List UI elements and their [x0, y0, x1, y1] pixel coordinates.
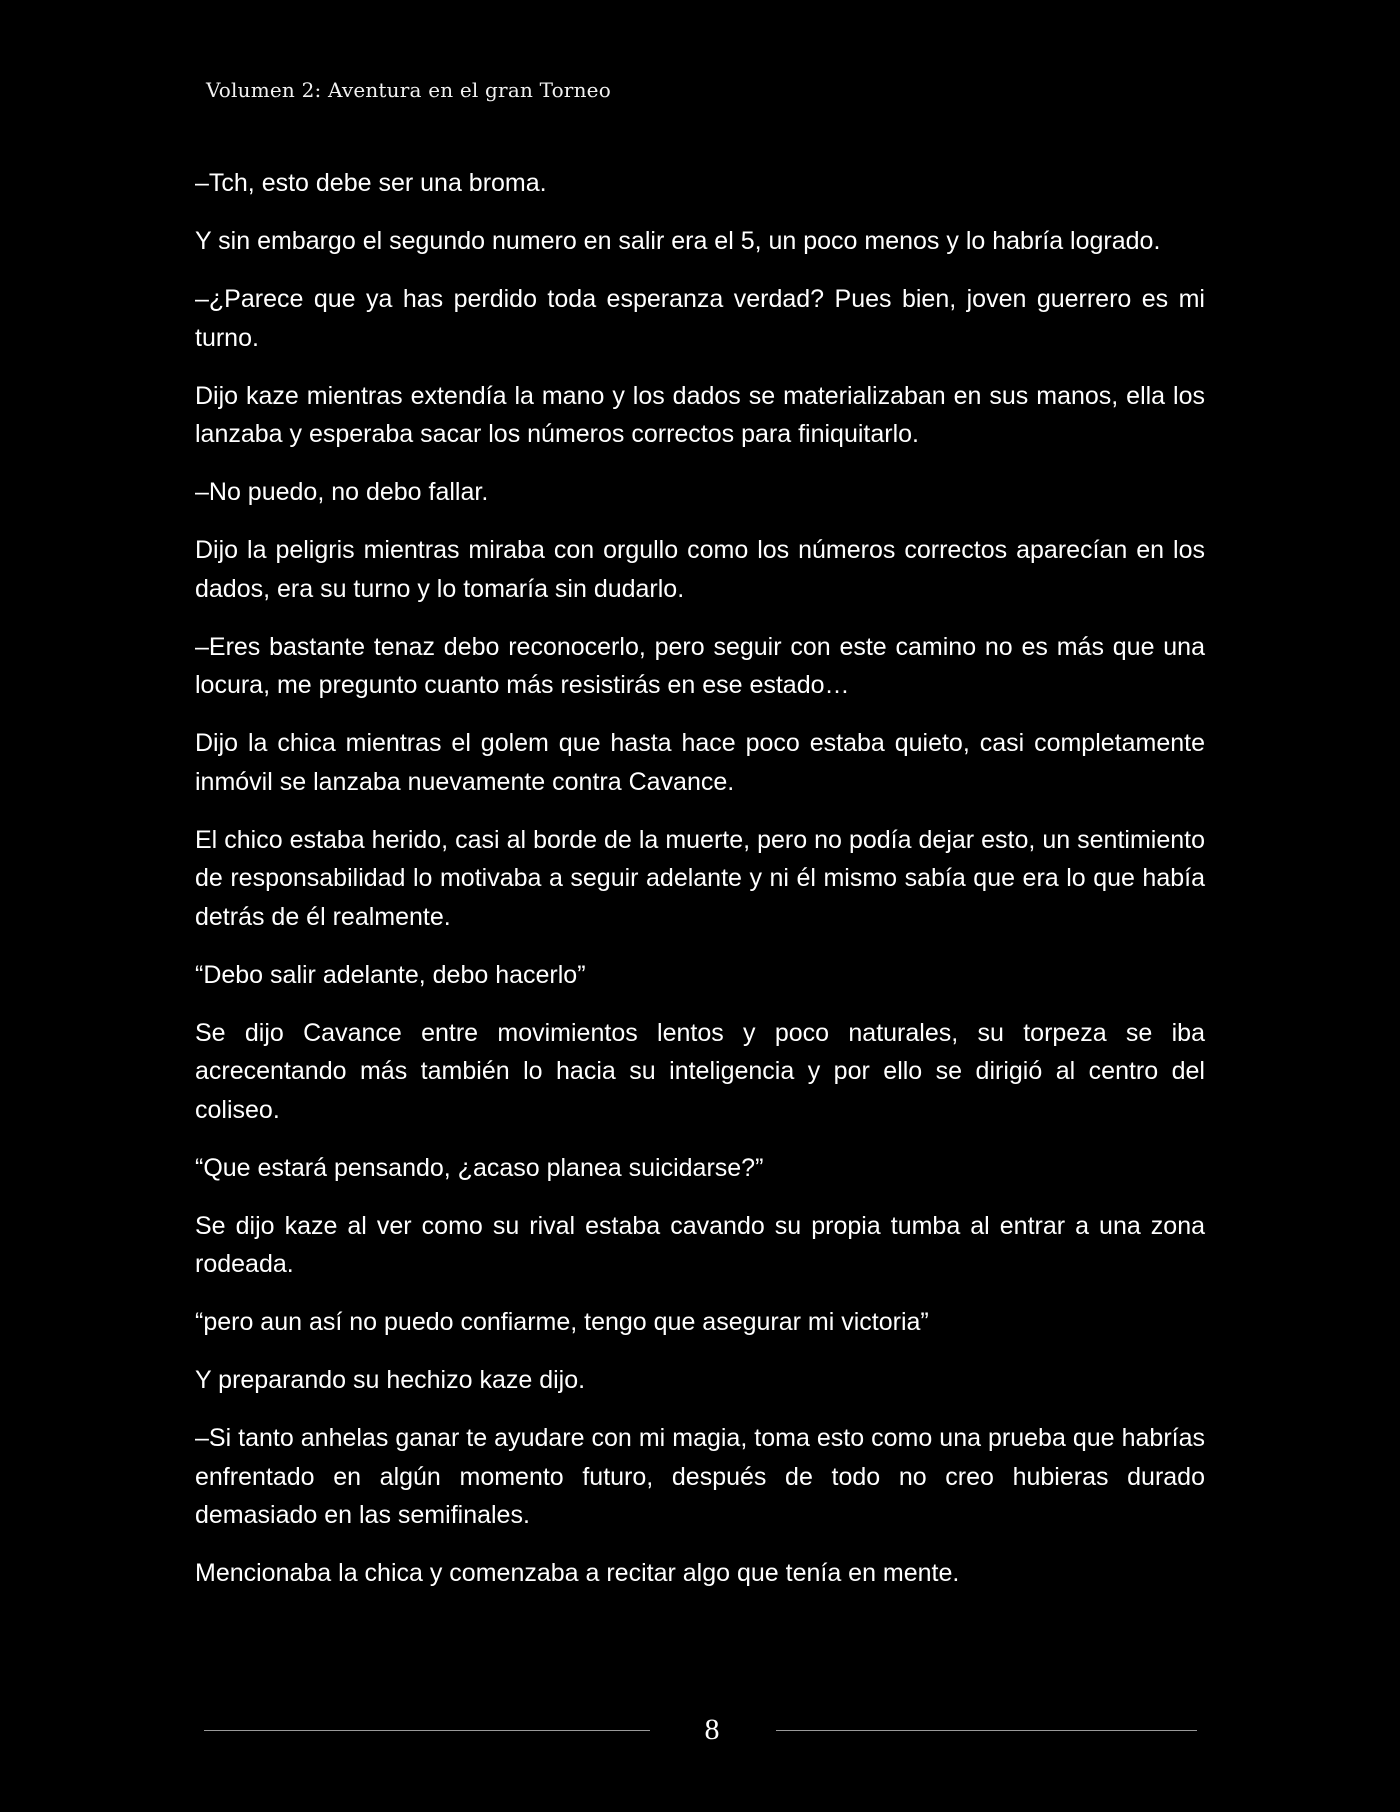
paragraph: El chico estaba herido, casi al borde de la muerte, pero no podía dejar esto, un sentimiento de responsabilidad lo motivaba a seguir adelante y ni él mismo sabía que era lo que había detrás de él realmente. [195, 825, 1205, 931]
running-header: Volumen 2: Aventura en el gran Torneo [206, 78, 611, 102]
footer-rule-right [776, 1730, 1197, 1731]
footer-rule-left [204, 1730, 650, 1731]
page-footer [0, 1710, 1400, 1750]
paragraph: Y preparando su hechizo kaze dijo. [195, 1366, 586, 1394]
paragraph: –No puedo, no debo fallar. [195, 478, 489, 506]
paragraph: –Eres bastante tenaz debo reconocerlo, pero seguir con este camino no es más que una locura, me pregunto cuanto más resistirás en ese estado… [195, 632, 1205, 699]
page-number: 8 [704, 1713, 720, 1746]
paragraph: Se dijo kaze al ver como su rival estaba cavando su propia tumba al entrar a una zona rodeada. [195, 1211, 1205, 1278]
paragraph: “Debo salir adelante, debo hacerlo” [195, 960, 586, 989]
paragraph: Dijo la peligris mientras miraba con orgullo como los números correctos aparecían en los dados, era su turno y lo tomaría sin dudarlo. [195, 536, 1205, 603]
page-body [195, 164, 1205, 1612]
paragraph: “pero aun así no puedo confiarme, tengo que asegurar mi victoria” [195, 1308, 929, 1336]
paragraph: “Que estará pensando, ¿acaso planea suicidarse?” [195, 1153, 764, 1182]
paragraph: Dijo la chica mientras el golem que hasta hace poco estaba quieto, casi completamente inmóvil se lanzaba nuevamente contra Cavance. [195, 729, 1205, 796]
paragraph: Mencionaba la chica y comenzaba a recitar algo que tenía en mente. [195, 1559, 960, 1587]
paragraph: Se dijo Cavance entre movimientos lentos y poco naturales, su torpeza se iba acrecentando más también lo hacia su inteligencia y por ello se dirigió al centro del coliseo. [195, 1018, 1205, 1124]
paragraph: Y sin embargo el segundo numero en salir era el 5, un poco menos y lo habría logrado. [195, 227, 1161, 255]
paragraph: Dijo kaze mientras extendía la mano y los dados se materializaban en sus manos, ella los lanzaba y esperaba sacar los números correctos para finiquitarlo. [195, 381, 1205, 448]
paragraph: –¿Parece que ya has perdido toda esperanza verdad? Pues bien, joven guerrero es mi turno. [195, 285, 1205, 352]
paragraph: –Tch, esto debe ser una broma. [195, 169, 547, 197]
paragraph: –Si tanto anhelas ganar te ayudare con mi magia, toma esto como una prueba que habrías enfrentado en algún momento futuro, después de todo no creo hubieras durado demasiado en las semifinales. [195, 1424, 1205, 1529]
